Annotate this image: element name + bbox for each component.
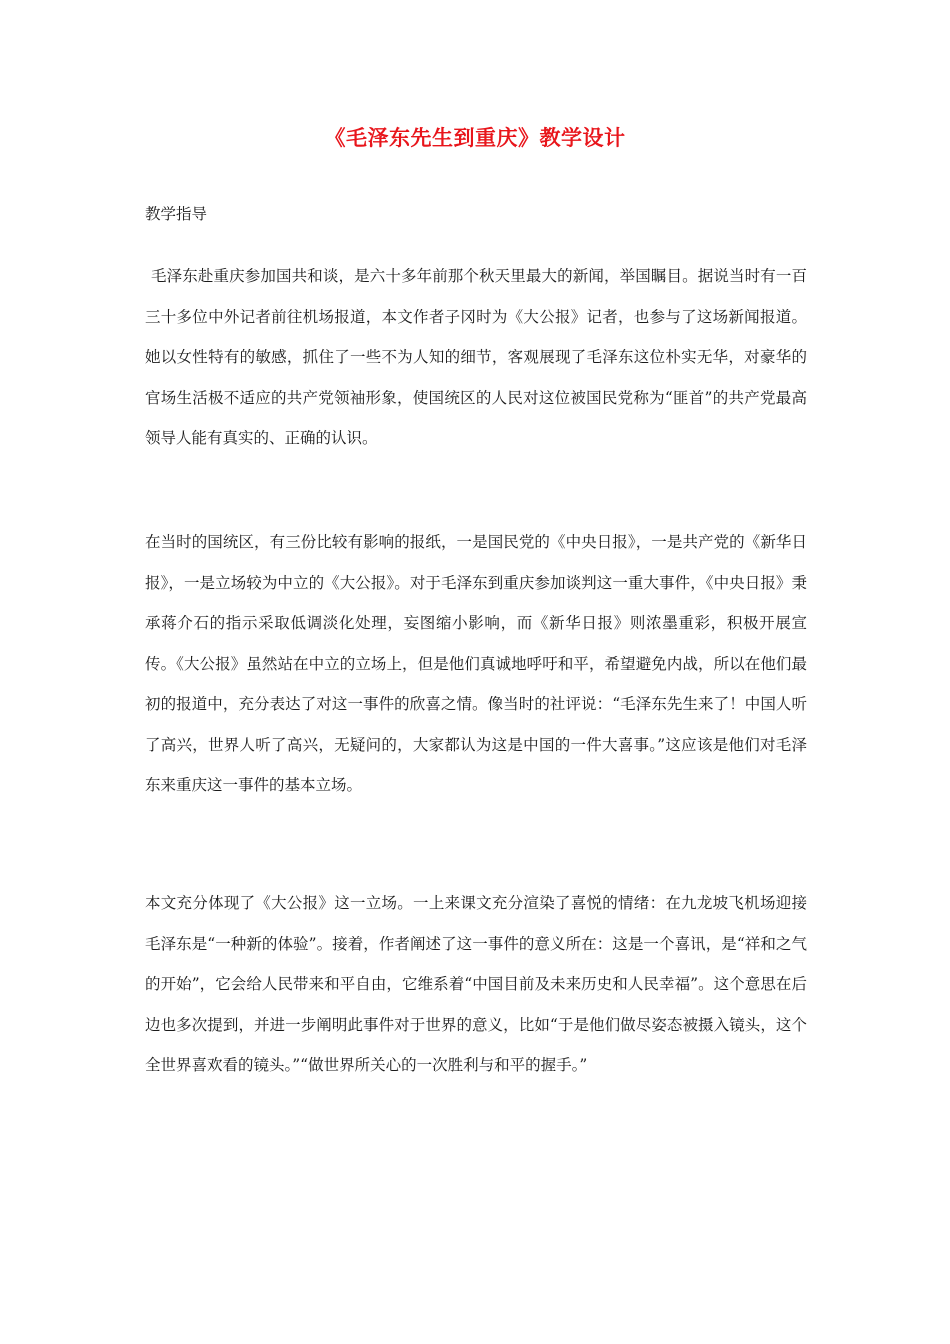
section-heading: 教学指导 — [145, 205, 208, 223]
paragraph-intro: 毛泽东赴重庆参加国共和谈，是六十多年前那个秋天里最大的新闻，举国瞩目。据说当时有一百三十多位中外记者前往机场报道，本文作者子冈时为《大公报》记者，也参与了这场新闻报道。她以女性特有的敏感，抓住了一些不为人知的细节，客观展现了毛泽东这位朴实无华，对豪华的官场生活极不适应的共产党领袖形象，使国统区的人民对这位被国民党称为“匪首”的共产党最高领导人能有真实的、正确的认识。 — [145, 267, 807, 447]
document-title: 《毛泽东先生到重庆》教学设计 — [324, 125, 626, 150]
paragraph-stance: 本文充分体现了《大公报》这一立场。一上来课文充分渲染了喜悦的情绪：在九龙坡飞机场迎接毛泽东是“一种新的体验”。接着，作者阐述了这一事件的意义所在：这是一个喜讯，是“祥和之气的开始”，它会给人民带来和平自由，它维系着“中国目前及未来历史和人民幸福”。这个意思在后边也多次提到，并进一步阐明此事件对于世界的意义，比如“于是他们做尽姿态被摄入镜头，这个全世界喜欢看的镜头。”“做世界所关心的一次胜利与和平的握手。” — [145, 894, 807, 1074]
paragraph-newspapers: 在当时的国统区，有三份比较有影响的报纸，一是国民党的《中央日报》，一是共产党的《新华日报》，一是立场较为中立的《大公报》。对于毛泽东到重庆参加谈判这一重大事件，《中央日报》秉承蒋介石的指示采取低调淡化处理，妄图缩小影响，而《新华日报》则浓墨重彩，积极开展宣传。《大公报》虽然站在中立的立场上，但是他们真诚地呼吁和平，希望避免内战，所以在他们最初的报道中，充分表达了对这一事件的欣喜之情。像当时的社评说：“毛泽东先生来了！中国人听了高兴，世界人听了高兴，无疑问的，大家都认为这是中国的一件大喜事。”这应该是他们对毛泽东来重庆这一事件的基本立场。 — [145, 533, 807, 794]
